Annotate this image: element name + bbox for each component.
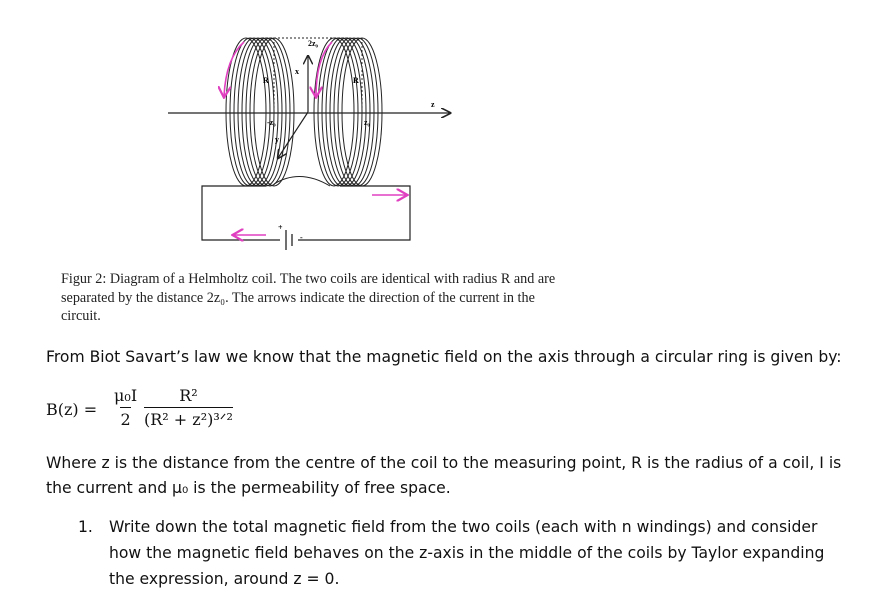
battery-plus-label: + [278,223,283,232]
figure-caption: Figur 2: Diagram of a Helmholtz coil. The two coils are identical with radius R and are separated by the distance 2z₀. The arrows indicate the direction of the current in the circuit. [61,271,556,324]
z-axis-label: z [431,100,435,109]
formula-frac2-numerator: R² [179,386,198,405]
question-text: Write down the total magnetic field from the two coils (each with n windings) and consider how the magnetic field behaves on the z-axis in the middle of the coils by Taylor expanding the expression, around z = 0. [109,518,825,588]
battery [286,230,292,250]
circuit-wire [202,186,410,240]
helmholtz-coil-diagram [150,28,480,260]
intro-paragraph: From Biot Savart’s law we know that the magnetic field on the axis through a circular ring is given by: [46,348,842,366]
coil-link-wire [274,176,330,186]
x-axis-label: x [295,67,299,76]
left-coil [226,38,294,186]
description-paragraph: Where z is the distance from the centre of the coil to the measuring point, R is the radius of a coil, I is the current and μ₀ is the permeability of free space. [46,454,842,497]
y-axis-label: y [275,135,279,144]
radius-right-label: R [353,76,359,85]
formula-lhs: B(z) = [46,400,98,419]
question-number: 1. [78,518,93,536]
formula-frac2-denominator: (R² + z²)³ᐟ² [144,407,233,429]
minus-z0-label: -z₀ [267,118,276,127]
plus-z0-label: z₀ [364,118,370,127]
formula-fraction-1 [114,386,137,429]
y-axis-line [278,112,308,158]
two-z0-label: 2z₀ [308,39,318,48]
battery-minus-label: - [300,233,303,242]
right-coil [314,38,382,186]
radius-left-label: R [263,76,269,85]
formula-fraction-2 [144,386,233,429]
formula-frac1-denominator: 2 [120,407,130,429]
formula-frac1-numerator: μ₀I [114,386,138,405]
